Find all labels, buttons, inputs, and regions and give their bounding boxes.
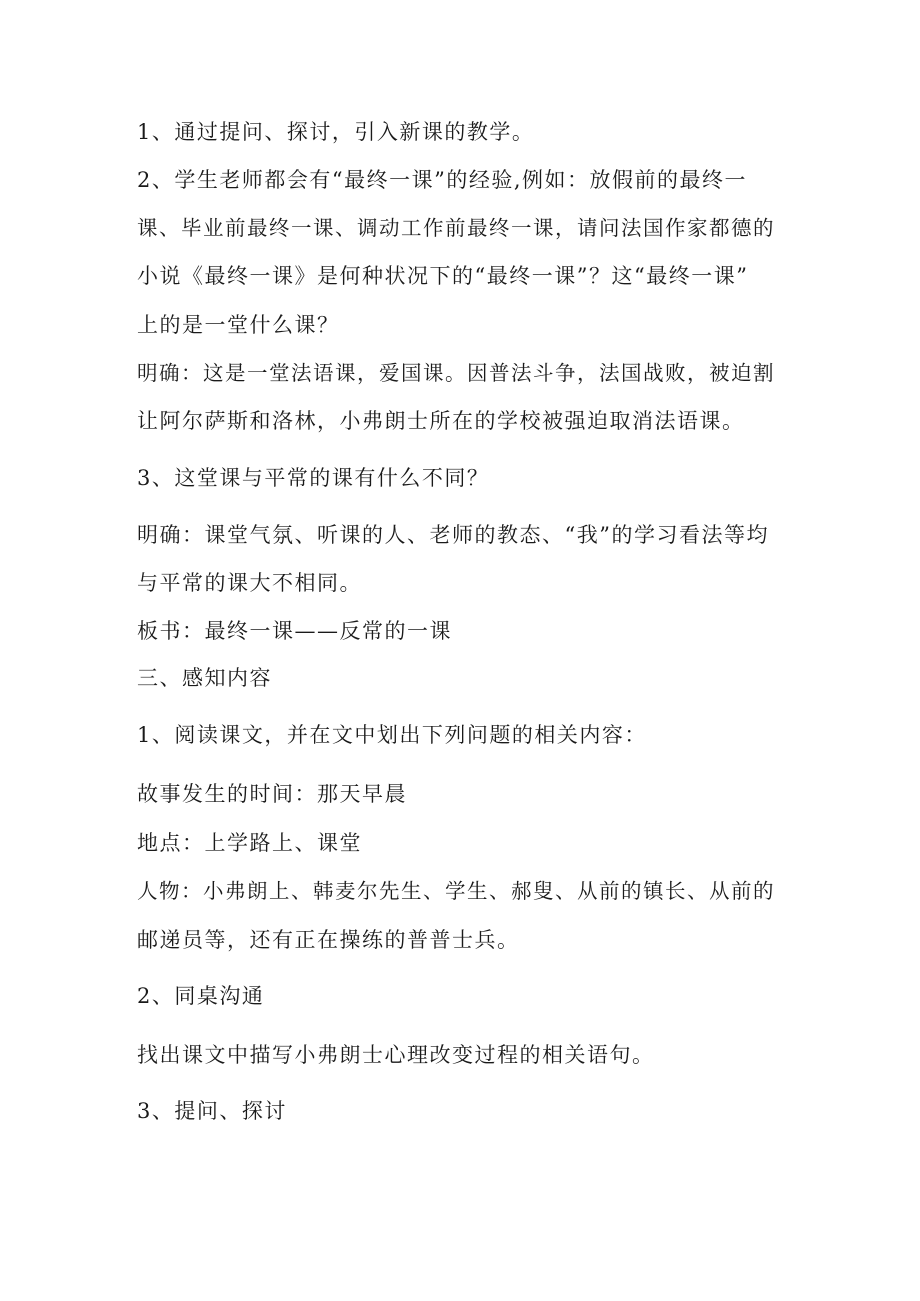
text-line: 找出课文中描写小弗朗士心理改变过程的相关语句。 <box>137 1043 655 1067</box>
text-line: 故事发生的时间：那天早晨 <box>137 782 407 806</box>
text-line: 1、阅读课文，并在文中划出下列问题的相关内容： <box>137 723 647 747</box>
text-line: 1、通过提问、探讨，引入新课的教学。 <box>137 120 535 144</box>
text-line: 邮递员等，还有正在操练的普普士兵。 <box>137 928 520 952</box>
section-heading: 三、感知内容 <box>137 666 272 690</box>
text-line: 明确：这是一堂法语课，爱国课。因普法斗争，法国战败，被迫割 <box>137 361 775 385</box>
text-line: 人物：小弗朗上、韩麦尔先生、学生、郝叟、从前的镇长、从前的 <box>137 879 775 903</box>
text-line: 地点：上学路上、课堂 <box>137 831 362 855</box>
text-line: 课、毕业前最终一课、调动工作前最终一课，请问法国作家都德的 <box>137 216 775 240</box>
text-line: 让阿尔萨斯和洛林，小弗朗士所在的学校被强迫取消法语课。 <box>137 409 745 433</box>
text-line: 与平常的课大不相同。 <box>137 571 362 595</box>
text-line: 小说《最终一课》是何种状况下的“最终一课”？这“最终一课” <box>137 264 749 288</box>
text-line: 2、学生老师都会有“最终一课”的经验,例如：放假前的最终一 <box>137 168 748 192</box>
text-line: 2、同桌沟通 <box>137 984 265 1008</box>
text-line: 板书：最终一课——反常的一课 <box>137 619 452 643</box>
text-line: 3、提问、探讨 <box>137 1099 287 1123</box>
text-line: 明确：课堂气氛、听课的人、老师的教态、“我”的学习看法等均 <box>137 523 769 547</box>
text-line: 上的是一堂什么课？ <box>137 313 340 337</box>
text-line: 3、这堂课与平常的课有什么不同？ <box>137 466 490 490</box>
